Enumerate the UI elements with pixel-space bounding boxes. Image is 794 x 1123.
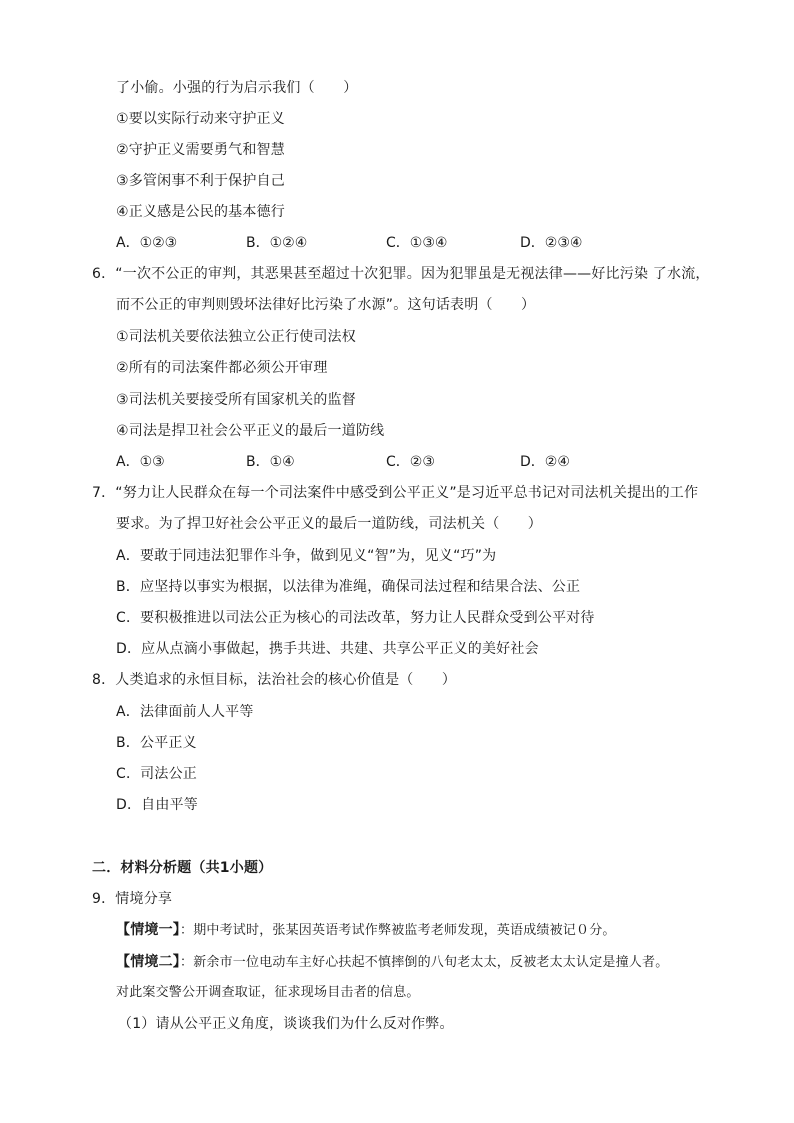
q8-option-b: B．公平正义 — [116, 735, 197, 751]
q6-options — [0, 452, 794, 472]
q6-item-4: ④司法是捍卫社会公平正义的最后一道防线 — [116, 423, 385, 439]
q6-option-b: B．①④ — [246, 454, 295, 470]
q9-scene-2-tag: 【情境二】 — [116, 954, 180, 970]
q9-scene-1 — [116, 920, 616, 941]
q8-option-c: C．司法公正 — [116, 766, 197, 782]
q9-scene-2-text: ：新余市一位电动车主好心扶起不慎摔倒的八旬老太太，反被老太太认定是撞人者。 — [180, 955, 669, 970]
q7-stem-line2: 要求。为了捍卫好社会公平正义的最后一道防线，司法机关（ ） — [116, 516, 542, 532]
q7-option-c: C．要积极推进以司法公正为核心的司法改革，努力让人民群众受到公平对待 — [116, 610, 595, 626]
q9-stem: 9．情境分享 — [92, 891, 173, 907]
q8-stem: 8．人类追求的永恒目标，法治社会的核心价值是（ ） — [92, 672, 457, 688]
q8-option-d: D．自由平等 — [116, 797, 198, 813]
q9-scene-2 — [116, 952, 668, 973]
q6-stem-line1: 6．“一次不公正的审判，其恶果甚至超过十次犯罪。因为犯罪虽是无视法律——好比污染 了水流， — [92, 266, 710, 282]
q6-option-a: A．①③ — [116, 454, 165, 470]
q5-options — [0, 233, 794, 253]
q6-option-c: C．②③ — [386, 454, 435, 470]
q5-option-a: A．①②③ — [116, 235, 178, 251]
q9-scene-1-text: ：期中考试时，张某因英语考试作弊被监考老师发现，英语成绩被记０分。 — [180, 923, 616, 938]
q5-option-d: D．②③④ — [520, 235, 583, 251]
q8-option-a: A．法律面前人人平等 — [116, 704, 254, 720]
q6-item-3: ③司法机关要接受所有国家机关的监督 — [116, 392, 356, 408]
q6-option-d: D．②④ — [520, 454, 570, 470]
q5-item-1: ①要以实际行动来守护正义 — [116, 111, 285, 127]
q5-option-c: C．①③④ — [386, 235, 448, 251]
q5-option-b: B．①②④ — [246, 235, 308, 251]
q5-item-2: ②守护正义需要勇气和智慧 — [116, 142, 285, 158]
q5-item-3: ③多管闲事不利于保护自己 — [116, 173, 285, 189]
q6-item-1: ①司法机关要依法独立公正行使司法权 — [116, 329, 356, 345]
q9-scene-2-continuation: 对此案交警公开调查取证，征求现场目击者的信息。 — [116, 985, 420, 1000]
q6-stem-line2: 而不公正的审判则毁坏法律好比污染了水源”。这句话表明（ ） — [116, 297, 536, 313]
q5-stem-continuation: 了小偷。小强的行为启示我们（ ） — [116, 80, 358, 96]
q7-option-a: A．要敢于同违法犯罪作斗争，做到见义“智”为，见义“巧”为 — [116, 548, 497, 564]
section-title: 二．材料分析题（共1小题） — [92, 860, 273, 876]
q9-sub-question-1: （1）请从公平正义角度，谈谈我们为什么反对作弊。 — [118, 1016, 454, 1032]
q7-option-d: D．应从点滴小事做起，携手共进、共建、共享公平正义的美好社会 — [116, 641, 539, 657]
q5-item-4: ④正义感是公民的基本德行 — [116, 204, 285, 220]
q9-scene-1-tag: 【情境一】 — [116, 922, 180, 938]
q7-option-b: B．应坚持以事实为根据，以法律为准绳，确保司法过程和结果合法、公正 — [116, 579, 581, 595]
q7-stem-line1: 7．“努力让人民群众在每一个司法案件中感受到公平正义”是习近平总书记对司法机关提出的工作 — [92, 485, 699, 501]
q6-item-2: ②所有的司法案件都必须公开审理 — [116, 360, 328, 376]
